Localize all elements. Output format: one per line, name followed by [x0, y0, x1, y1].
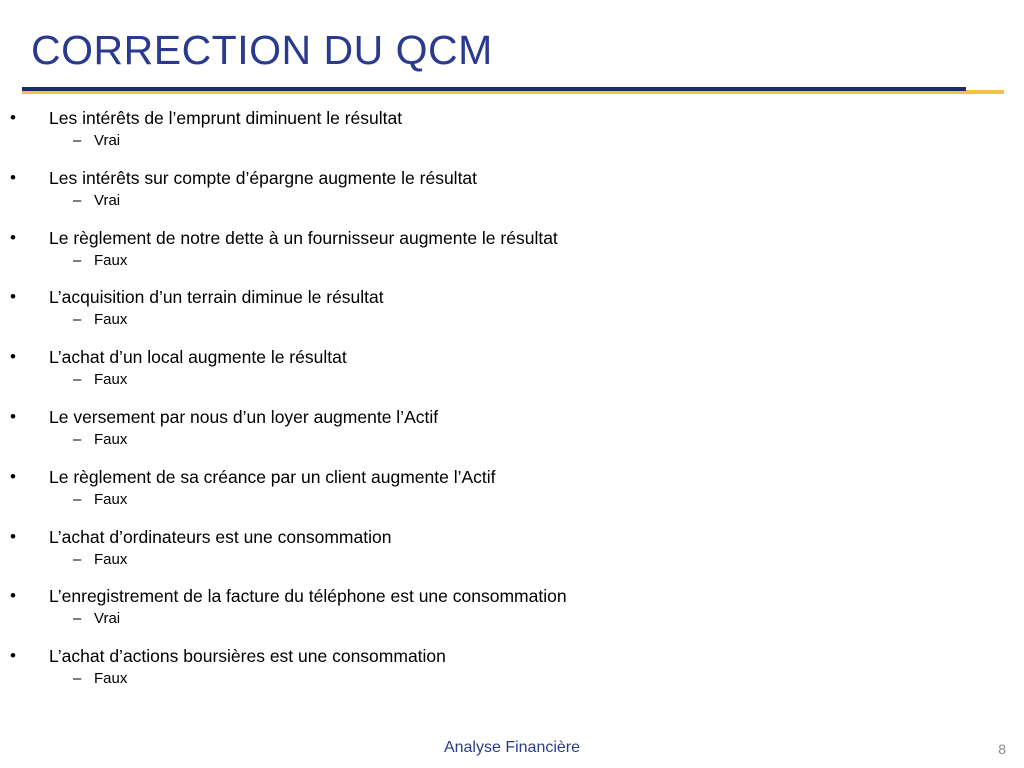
dash-icon: – — [73, 550, 82, 568]
list-item — [0, 583, 1024, 643]
bullet-icon: • — [10, 108, 16, 127]
list-item — [0, 284, 1024, 344]
list-item — [0, 225, 1024, 285]
bullet-icon: • — [10, 227, 16, 247]
question-text: Le versement par nous d’un loyer augmente l’Actif — [49, 406, 439, 427]
list-item — [0, 643, 1024, 703]
bullet-icon: • — [10, 526, 16, 546]
question-text: L’enregistrement de la facture du téléphone est une consommation — [49, 586, 567, 607]
slide-number: 8 — [998, 741, 1006, 757]
question-text: L’achat d’ordinateurs est une consommation — [49, 526, 392, 547]
bullet-icon: • — [10, 287, 16, 307]
question-text: L’achat d’actions boursières est une consommation — [49, 646, 446, 667]
qcm-list — [0, 105, 1024, 703]
bullet-icon: • — [10, 646, 16, 666]
dash-icon: – — [73, 430, 82, 448]
dash-icon: – — [73, 311, 82, 329]
list-item — [0, 344, 1024, 404]
dash-icon: – — [73, 610, 82, 628]
footer-title: Analyse Financière — [443, 739, 581, 756]
list-item — [0, 464, 1024, 524]
answer-text: Faux — [94, 430, 128, 448]
slide-title: CORRECTION DU QCM — [31, 27, 493, 73]
answer-text: Faux — [94, 311, 128, 329]
answer-text: Faux — [94, 670, 128, 688]
bullet-icon: • — [10, 586, 16, 606]
question-text: Le règlement de notre dette à un fournisseur augmente le résultat — [49, 227, 558, 248]
dash-icon: – — [73, 490, 82, 508]
bullet-icon: • — [10, 406, 16, 426]
answer-text: Faux — [94, 371, 128, 389]
bullet-icon: • — [10, 167, 16, 187]
question-text: Les intérêts sur compte d’épargne augmente le résultat — [49, 167, 478, 188]
list-item — [0, 524, 1024, 584]
list-item — [0, 404, 1024, 464]
list-item — [0, 165, 1024, 225]
answer-text: Vrai — [94, 132, 121, 149]
answer-text: Vrai — [94, 610, 121, 628]
answer-text: Vrai — [94, 191, 121, 209]
dash-icon: – — [73, 191, 82, 209]
dash-icon: – — [73, 251, 82, 269]
bullet-icon: • — [10, 347, 16, 367]
answer-text: Faux — [94, 251, 128, 269]
question-text: Le règlement de sa créance par un client augmente l’Actif — [49, 466, 496, 487]
dash-icon: – — [73, 371, 82, 389]
dash-icon: – — [73, 670, 82, 688]
answer-text: Faux — [94, 490, 128, 508]
question-text: Les intérêts de l’emprunt diminuent le résultat — [49, 108, 403, 128]
question-text: L’achat d’un local augmente le résultat — [49, 347, 347, 368]
bullet-icon: • — [10, 466, 16, 486]
list-item — [0, 105, 1024, 165]
title-underline — [22, 87, 966, 91]
question-text: L’acquisition d’un terrain diminue le résultat — [49, 287, 384, 308]
answer-text: Faux — [94, 550, 128, 568]
dash-icon: – — [73, 132, 82, 149]
